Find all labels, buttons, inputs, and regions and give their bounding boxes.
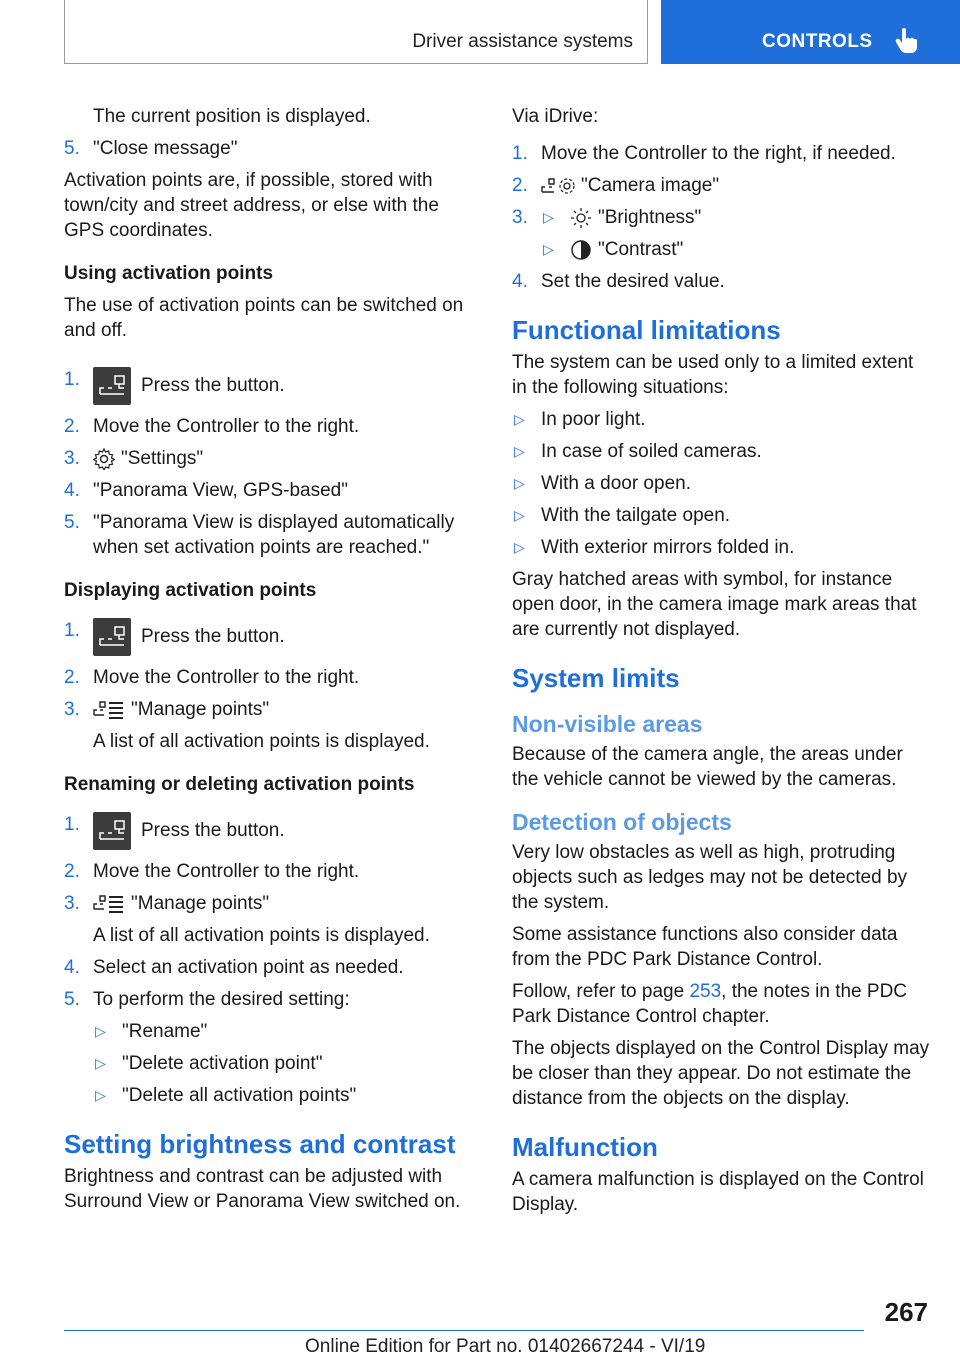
step-number: 3.: [64, 448, 80, 469]
follow-text-a: Follow, refer to page: [512, 981, 690, 1002]
section-heading-functional: Functional limitations: [512, 315, 781, 345]
list-item: [64, 446, 474, 471]
bullet-item: [512, 439, 932, 464]
bullet-item: [93, 1051, 474, 1076]
subheading-detection: Detection of objects: [512, 809, 732, 835]
bullet-icon: ▷: [95, 1023, 106, 1039]
page-number: 267: [884, 1297, 928, 1327]
list-item: [64, 478, 474, 503]
list-item: [64, 136, 474, 161]
brightness-icon: [570, 207, 592, 229]
bullet-item: [512, 535, 932, 560]
list-item: [512, 269, 932, 294]
bullet-icon: ▷: [514, 475, 525, 491]
step-text: Move the Controller to the right.: [93, 667, 360, 688]
section-heading-limits: System limits: [512, 663, 680, 693]
bullet-text: With a door open.: [541, 473, 691, 494]
paragraph: Activation points are, if possible, stored with town/city and street address, or else with the GPS coordinates.: [64, 170, 439, 241]
page-reference-link[interactable]: 253: [689, 981, 722, 1002]
step-number: 1.: [64, 620, 80, 641]
page-header: [64, 0, 960, 66]
paragraph: The current position is displayed.: [93, 106, 371, 127]
step-number: 4.: [512, 271, 528, 292]
list-item: [512, 205, 932, 262]
step-number: 3.: [64, 893, 80, 914]
panorama-button-icon: [93, 812, 131, 850]
header-tab-label: CONTROLS: [762, 31, 873, 52]
contrast-icon: [570, 239, 592, 261]
paragraph: Gray hatched areas with symbol, for instance open door, in the camera image mark areas that are currently not displayed.: [512, 569, 917, 640]
step-number: 4.: [64, 957, 80, 978]
step-text: "Panorama View is displayed automatically when set activation points are reached.": [93, 512, 455, 558]
bullet-text: In case of soiled cameras.: [541, 441, 762, 462]
bullet-text: "Rename": [122, 1021, 208, 1042]
paragraph: [512, 979, 932, 1029]
step-text: "Panorama View, GPS-based": [93, 480, 348, 501]
step-number: 2.: [64, 416, 80, 437]
bullet-icon: ▷: [514, 507, 525, 523]
header-section-title: Driver assistance systems: [412, 31, 633, 52]
bullet-text: "Brightness": [598, 207, 702, 228]
bullet-text: "Contrast": [598, 239, 684, 260]
list-item: [64, 510, 474, 560]
step-text: Move the Controller to the right.: [93, 416, 360, 437]
subheading-using: Using activation points: [64, 263, 274, 284]
step-text: Move the Controller to the right.: [93, 861, 360, 882]
hand-pointer-icon: [894, 27, 920, 55]
list-item: [512, 141, 932, 166]
paragraph: The use of activation points can be switched on and off.: [64, 295, 464, 341]
list-item: [64, 697, 474, 722]
header-section-box: [64, 0, 648, 64]
paragraph: A camera malfunction is displayed on the Control Display.: [512, 1169, 924, 1215]
edition-text: Online Edition for Part no. 01402667244 - VI/19: [305, 1336, 706, 1357]
step-text: "Close message": [93, 138, 238, 159]
bullet-item: [512, 503, 932, 528]
step-number: 4.: [64, 480, 80, 501]
paragraph: The system can be used only to a limited extent in the following situations:: [512, 352, 914, 398]
paragraph: The objects displayed on the Control Display may be closer than they appear. Do not estimate the distance from the objects on the display.: [512, 1038, 930, 1109]
step-number: 1.: [64, 369, 80, 390]
list-item: [64, 891, 474, 916]
step-text: Press the button.: [141, 375, 285, 396]
bullet-item: [93, 1083, 474, 1108]
bullet-text: "Delete all activation points": [122, 1085, 357, 1106]
subheading-display: Displaying activation points: [64, 580, 317, 601]
subheading-nonvisible: Non-visible areas: [512, 711, 703, 737]
bullet-item: [512, 471, 932, 496]
step-text: Press the button.: [141, 626, 285, 647]
bullet-icon: ▷: [95, 1055, 106, 1071]
list-item: [64, 859, 474, 884]
bullet-item: [93, 1019, 474, 1044]
list-item: [64, 804, 474, 852]
step-number: 2.: [64, 667, 80, 688]
list-item: [64, 414, 474, 439]
step-text: Press the button.: [141, 820, 285, 841]
paragraph: Brightness and contrast can be adjusted with Surround View or Panorama View switched on.: [64, 1166, 461, 1212]
step-number: 1.: [64, 814, 80, 835]
right-column: [512, 104, 932, 1224]
step-text: "Camera image": [581, 175, 720, 196]
bullet-icon: ▷: [543, 241, 554, 257]
list-item: [64, 987, 474, 1012]
bullet-text: "Delete activation point": [122, 1053, 323, 1074]
step-number: 3.: [64, 699, 80, 720]
step-text: Set the desired value.: [541, 271, 725, 292]
step-number: 2.: [512, 175, 528, 196]
bullet-icon: ▷: [95, 1087, 106, 1103]
panorama-button-icon: [93, 367, 131, 405]
bullet-icon: ▷: [514, 411, 525, 427]
list-item: [64, 610, 474, 658]
bullet-icon: ▷: [543, 209, 554, 225]
step-text: "Settings": [121, 448, 204, 469]
paragraph: A list of all activation points is displayed.: [93, 925, 430, 946]
step-text: To perform the desired setting:: [93, 989, 350, 1010]
footer-divider: [64, 1330, 864, 1331]
bullet-text: In poor light.: [541, 409, 646, 430]
bullet-icon: ▷: [514, 443, 525, 459]
step-text: "Manage points": [131, 893, 270, 914]
section-heading-brightness: Setting brightness and contrast: [64, 1129, 456, 1159]
paragraph: Via iDrive:: [512, 106, 599, 127]
paragraph: Some assistance functions also consider data from the PDC Park Distance Control.: [512, 924, 898, 970]
camera-image-icon: [541, 176, 575, 196]
header-controls-tab: [661, 0, 960, 64]
step-number: 1.: [512, 143, 528, 164]
panorama-button-icon: [93, 618, 131, 656]
section-heading-malfunction: Malfunction: [512, 1132, 658, 1162]
paragraph: Very low obstacles as well as high, protruding objects such as ledges may not be detected by the system.: [512, 842, 908, 913]
subheading-rename: Renaming or deleting activation points: [64, 774, 415, 795]
follow-text-b: , the notes in the PDC Park Distance Control chapter.: [512, 981, 908, 1027]
bullet-item: [541, 237, 932, 262]
bullet-item: [541, 205, 932, 230]
step-text: Select an activation point as needed.: [93, 957, 404, 978]
bullet-text: With the tailgate open.: [541, 505, 731, 526]
manage-points-icon: [93, 700, 125, 720]
step-number: 3.: [512, 207, 528, 228]
bullet-item: [512, 407, 932, 432]
step-number: 5.: [64, 512, 80, 533]
bullet-text: With exterior mirrors folded in.: [541, 537, 795, 558]
bullet-icon: ▷: [514, 539, 525, 555]
list-item: [64, 955, 474, 980]
step-number: 2.: [64, 861, 80, 882]
step-number: 5.: [64, 138, 80, 159]
left-column: [64, 104, 474, 1221]
list-item: [64, 359, 474, 407]
list-item: [512, 173, 932, 198]
step-text: "Manage points": [131, 699, 270, 720]
gear-icon: [93, 448, 115, 470]
paragraph: A list of all activation points is displayed.: [93, 731, 430, 752]
paragraph: Because of the camera angle, the areas under the vehicle cannot be viewed by the cameras.: [512, 744, 903, 790]
list-item: [64, 665, 474, 690]
manage-points-icon: [93, 894, 125, 914]
step-text: Move the Controller to the right, if needed.: [541, 143, 896, 164]
step-number: 5.: [64, 989, 80, 1010]
